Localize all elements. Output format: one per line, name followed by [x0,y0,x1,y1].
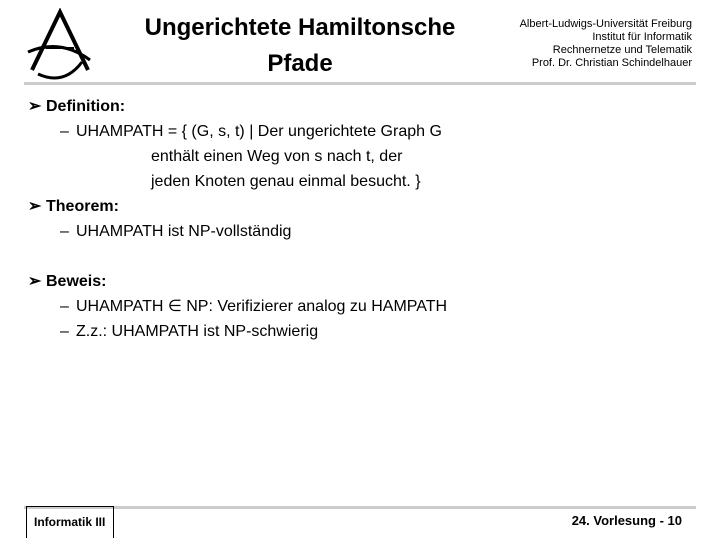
proof-heading-text: Beweis: [46,273,107,290]
arrow-bullet-icon: ➢ [28,198,42,215]
dash-bullet-icon: – [60,298,69,315]
theorem-heading [28,194,688,219]
institute-name: Institut für Informatik [592,31,692,43]
dash-bullet-icon: – [60,223,69,240]
proof-item-2 [28,319,688,344]
theorem-text: UHAMPATH ist NP-vollständig [76,223,292,240]
dash-bullet-icon: – [60,123,69,140]
definition-section [28,94,688,194]
proof-heading [28,269,688,294]
header-divider [24,82,696,85]
footer-page-number: 24. Vorlesung - 10 [571,513,682,528]
department-name: Rechnernetze und Telematik [552,44,692,56]
section-spacer [28,244,688,269]
footer-divider [24,506,696,509]
slide-content [28,94,688,344]
theorem-item [28,219,688,244]
definition-item [28,119,688,194]
institution-block [452,18,692,70]
definition-heading [28,94,688,119]
arrow-bullet-icon: ➢ [28,98,42,115]
title-line-1: Ungerichtete Hamiltonsche [144,14,456,41]
proof-item-2-text: Z.z.: UHAMPATH ist NP-schwierig [76,323,319,340]
proof-section [28,269,688,344]
theorem-section [28,194,688,244]
proof-item-1-text: UHAMPATH ∈ NP: Verifizierer analog zu HAMPATH [76,298,448,315]
footer-course-name: Informatik III [34,515,106,529]
arrow-bullet-icon: ➢ [28,273,42,290]
dash-bullet-icon: – [60,323,69,340]
university-name: Albert-Ludwigs-Universität Freiburg [519,18,692,30]
professor-name: Prof. Dr. Christian Schindelhauer [531,57,692,69]
theorem-heading-text: Theorem: [46,198,119,215]
definition-line-3: jeden Knoten genau einmal besucht. } [151,173,421,190]
definition-line-1: UHAMPATH = { (G, s, t) | Der ungerichtete Graph G [76,123,442,140]
title-line-2: Pfade [267,50,333,77]
slide-title [108,10,492,82]
definition-line-2: enthält einen Weg von s nach t, der [151,148,403,165]
proof-item-1 [28,294,688,319]
definition-heading-text: Definition: [46,98,126,115]
university-logo-icon [24,8,108,84]
